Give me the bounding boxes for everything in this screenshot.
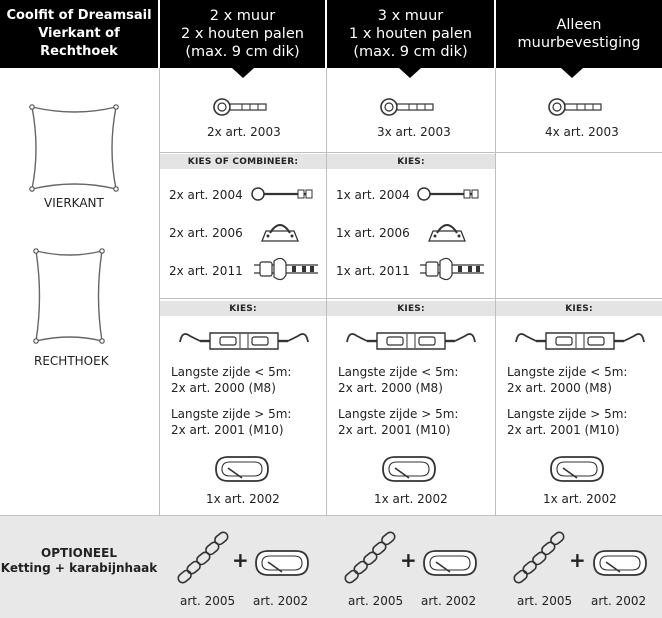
optional-col1-hook-text: art. 2002 [253,594,309,608]
row3-col3-short-line1: Langste zijde < 5m: [507,365,628,379]
square-label: VIERKANT [44,196,104,210]
row3-col2-long-line2: 2x art. 2001 (M10) [338,423,451,437]
header-col1-line1: 2 x muur [209,8,276,24]
header-col1-line3: (max. 9 cm dik) [185,44,300,60]
rectangle-label: RECHTHOEK [34,354,109,368]
row1-col1-text: 2x art. 2003 [207,125,281,139]
header-corner [0,0,158,68]
plus-sign: + [569,548,586,572]
row3-col1-long-line1: Langste zijde > 5m: [171,407,292,421]
long-eye-bolt-icon [416,186,486,202]
pole-clamp-icon [252,257,320,283]
header-corner-line2: Vierkant of [38,26,120,41]
header-col2-line1: 3 x muur [377,8,444,24]
row3-col3-long-line1: Langste zijde > 5m: [507,407,628,421]
chain-icon [506,530,568,586]
turnbuckle-icon [345,326,477,356]
chain-icon [337,530,399,586]
row1-col3-text: 4x art. 2003 [545,125,619,139]
header-col1-line2: 2 x houten palen [181,26,304,42]
header-corner-line1: Coolfit of Dreamsail [6,8,152,23]
pole-clamp-icon [418,257,486,283]
plus-sign: + [400,548,417,572]
row2-col1-header: KIES OF COMBINEER: [160,154,326,169]
header-corner-line3: Rechthoek [40,44,118,59]
optional-title-line1: OPTIONEEL [41,546,117,560]
turnbuckle-icon [178,326,310,356]
row3-col1-short-line2: 2x art. 2000 (M8) [171,381,276,395]
row2-col2-header: KIES: [327,154,495,169]
row3-col1-header: KIES: [160,301,326,316]
header-col1 [160,0,325,68]
optional-title-line2: Ketting + karabijnhaak [0,561,158,575]
header-col2-line2: 1 x houten palen [349,26,472,42]
carabiner-icon [214,454,270,484]
optional-title [0,546,158,576]
eye-bolt-icon [212,97,270,117]
carabiner-icon [549,454,605,484]
turnbuckle-icon [514,326,646,356]
row2-col1-item: 2x art. 2006 [169,226,243,240]
rectangle-sail-icon [32,247,108,345]
square-sail-icon [28,103,122,195]
row3-col2-short-line2: 2x art. 2000 (M8) [338,381,443,395]
carabiner-icon [592,548,648,578]
header-col3 [496,0,662,68]
grid-line [159,298,662,299]
header-col3-line1: Alleen [556,17,602,33]
row2-col2-item: 1x art. 2011 [336,264,410,278]
row3-col3-header: KIES: [496,301,662,316]
row3-col1-carabiner-text: 1x art. 2002 [206,492,280,506]
row3-col3-short-line2: 2x art. 2000 (M8) [507,381,612,395]
optional-col2-hook-text: art. 2002 [421,594,477,608]
optional-col3-hook-text: art. 2002 [591,594,647,608]
row3-col3-carabiner-text: 1x art. 2002 [543,492,617,506]
row3-col2-header: KIES: [327,301,495,316]
header-col2-line3: (max. 9 cm dik) [353,44,468,60]
row3-col1-long-line2: 2x art. 2001 (M10) [171,423,284,437]
row3-col3-long-line2: 2x art. 2001 (M10) [507,423,620,437]
grid-line [159,152,662,153]
plus-sign: + [232,548,249,572]
grid-line [495,68,496,516]
row2-col1-item: 2x art. 2011 [169,264,243,278]
row1-col2-text: 3x art. 2003 [377,125,451,139]
pad-eye-icon [258,217,302,245]
grid-line [326,68,327,516]
arrow-col3 [561,68,583,78]
row3-col2-carabiner-text: 1x art. 2002 [374,492,448,506]
row2-col2-item: 1x art. 2004 [336,188,410,202]
row2-col2-item: 1x art. 2006 [336,226,410,240]
carabiner-icon [381,454,437,484]
row3-col1-short-line1: Langste zijde < 5m: [171,365,292,379]
pad-eye-icon [425,217,469,245]
row3-col2-long-line1: Langste zijde > 5m: [338,407,459,421]
row2-col1-item: 2x art. 2004 [169,188,243,202]
header-col2 [327,0,494,68]
chain-icon [170,530,232,586]
eye-bolt-icon [547,97,605,117]
grid-line [159,68,160,516]
header-col3-line2: muurbevestiging [517,35,641,51]
optional-col3-chain-text: art. 2005 [517,594,573,608]
carabiner-icon [254,548,310,578]
row3-col2-short-line1: Langste zijde < 5m: [338,365,459,379]
carabiner-icon [422,548,478,578]
arrow-col2 [399,68,421,78]
arrow-col1 [232,68,254,78]
optional-col2-chain-text: art. 2005 [348,594,404,608]
optional-col1-chain-text: art. 2005 [180,594,236,608]
eye-bolt-icon [379,97,437,117]
long-eye-bolt-icon [250,186,320,202]
